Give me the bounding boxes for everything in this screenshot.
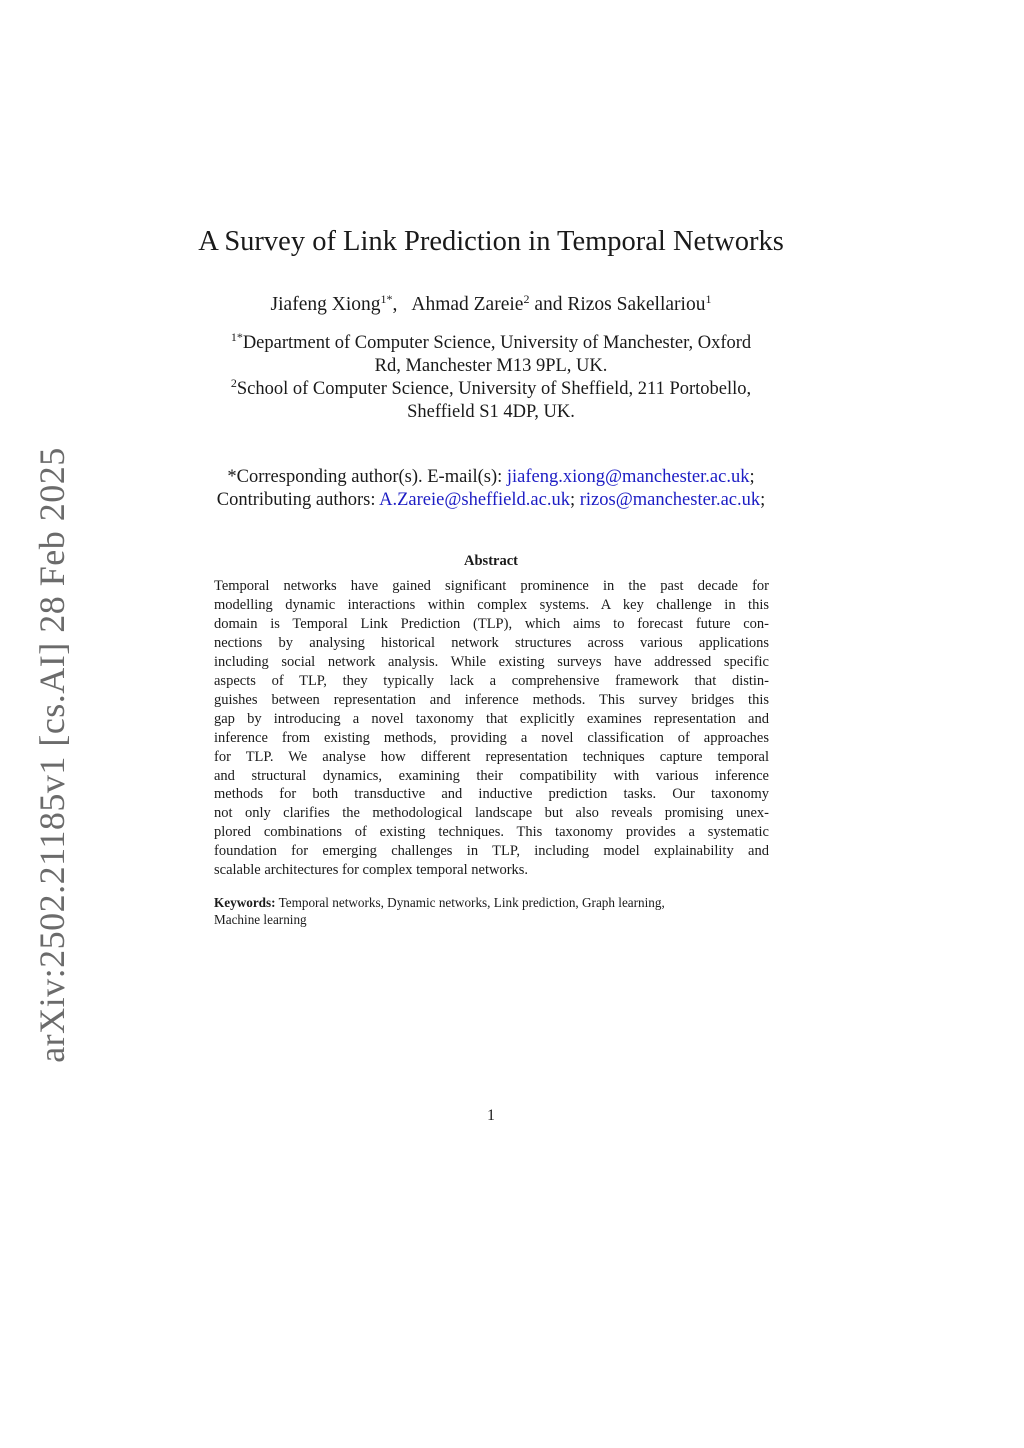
abstract-line: and structural dynamics, examining their compatibility with various inference <box>214 767 769 784</box>
author-name: Ahmad Zareie <box>411 294 524 315</box>
author-list <box>0 294 982 316</box>
email-separator: ; <box>569 490 576 510</box>
affiliation-line: School of Computer Science, University of Sheffield, 211 Portobello, <box>236 379 752 399</box>
abstract-heading: Abstract <box>464 553 518 569</box>
contributing-email-link[interactable]: rizos@manchester.ac.uk <box>579 490 761 510</box>
email-separator: ; <box>760 490 766 510</box>
author-separator: , <box>392 294 398 315</box>
abstract-line: guishes between representation and inference methods. This survey bridges this <box>214 691 769 708</box>
abstract-line: nections by analysing historical network structures across various applications <box>214 634 769 651</box>
abstract-line: scalable architectures for complex temporal networks. <box>214 862 529 879</box>
abstract-line: including social network analysis. While existing surveys have addressed specific <box>214 653 769 670</box>
keywords-text: Temporal networks, Dynamic networks, Link prediction, Graph learning, <box>278 895 665 910</box>
contributing-email-link[interactable]: A.Zareie@sheffield.ac.uk <box>379 490 570 510</box>
keywords-block <box>214 895 769 928</box>
paper-title: A Survey of Link Prediction in Temporal Networks <box>198 226 784 257</box>
abstract-line: inference from existing methods, providing a novel classification of approaches <box>214 729 769 746</box>
author-separator: and <box>529 294 563 315</box>
abstract-line: not only clarifies the methodological landscape but also reveals promising unex- <box>214 805 769 822</box>
author-affiliation-mark: 1 <box>705 292 712 306</box>
abstract-line: gap by introducing a novel taxonomy that explicitly examines representation and <box>214 710 769 727</box>
author-affiliation-mark: 1* <box>380 292 393 306</box>
abstract-line: domain is Temporal Link Prediction (TLP), which aims to forecast future con- <box>214 615 769 632</box>
affiliation-mark: 2 <box>230 376 237 390</box>
abstract-line: methods for both transductive and inductive prediction tasks. Our taxonomy <box>214 786 769 803</box>
affiliation-line: Sheffield S1 4DP, UK. <box>407 402 575 422</box>
affiliation-1 <box>0 332 982 378</box>
abstract-line: for TLP. We analyse how different representation techniques capture temporal <box>214 748 769 765</box>
keywords-label: Keywords: <box>214 895 276 910</box>
affiliation-mark: 1* <box>230 330 243 344</box>
author-name: Jiafeng Xiong <box>270 294 381 315</box>
abstract-line: Temporal networks have gained significant prominence in the past decade for <box>214 578 769 594</box>
email-separator: ; <box>749 467 755 487</box>
abstract-body <box>214 577 769 880</box>
page-number: 1 <box>487 1107 495 1124</box>
affiliation-line: Department of Computer Science, University of Manchester, Oxford <box>242 333 752 353</box>
abstract-line: plored combinations of existing techniques. This taxonomy provides a systematic <box>214 824 769 841</box>
abstract-line: modelling dynamic interactions within complex systems. A key challenge in this <box>214 596 769 613</box>
contact-block <box>0 466 982 512</box>
abstract-line: foundation for emerging challenges in TLP, including model explainability and <box>214 843 769 860</box>
affiliation-line: Rd, Manchester M13 9PL, UK. <box>374 356 608 376</box>
keywords-text: Machine learning <box>214 911 307 927</box>
author-name: Rizos Sakellariou <box>567 294 706 315</box>
affiliation-2 <box>0 378 982 424</box>
corresponding-label: *Corresponding author(s). E-mail(s): <box>227 467 503 487</box>
author-affiliation-mark: 2 <box>523 292 530 306</box>
arxiv-identifier-stamp: arXiv:2502.21185v1 [cs.AI] 28 Feb 2025 <box>32 447 72 1063</box>
abstract-line: aspects of TLP, they typically lack a comprehensive framework that distin- <box>214 672 769 689</box>
corresponding-email-link[interactable]: jiafeng.xiong@manchester.ac.uk <box>506 467 750 487</box>
contributing-label: Contributing authors: <box>216 490 376 510</box>
